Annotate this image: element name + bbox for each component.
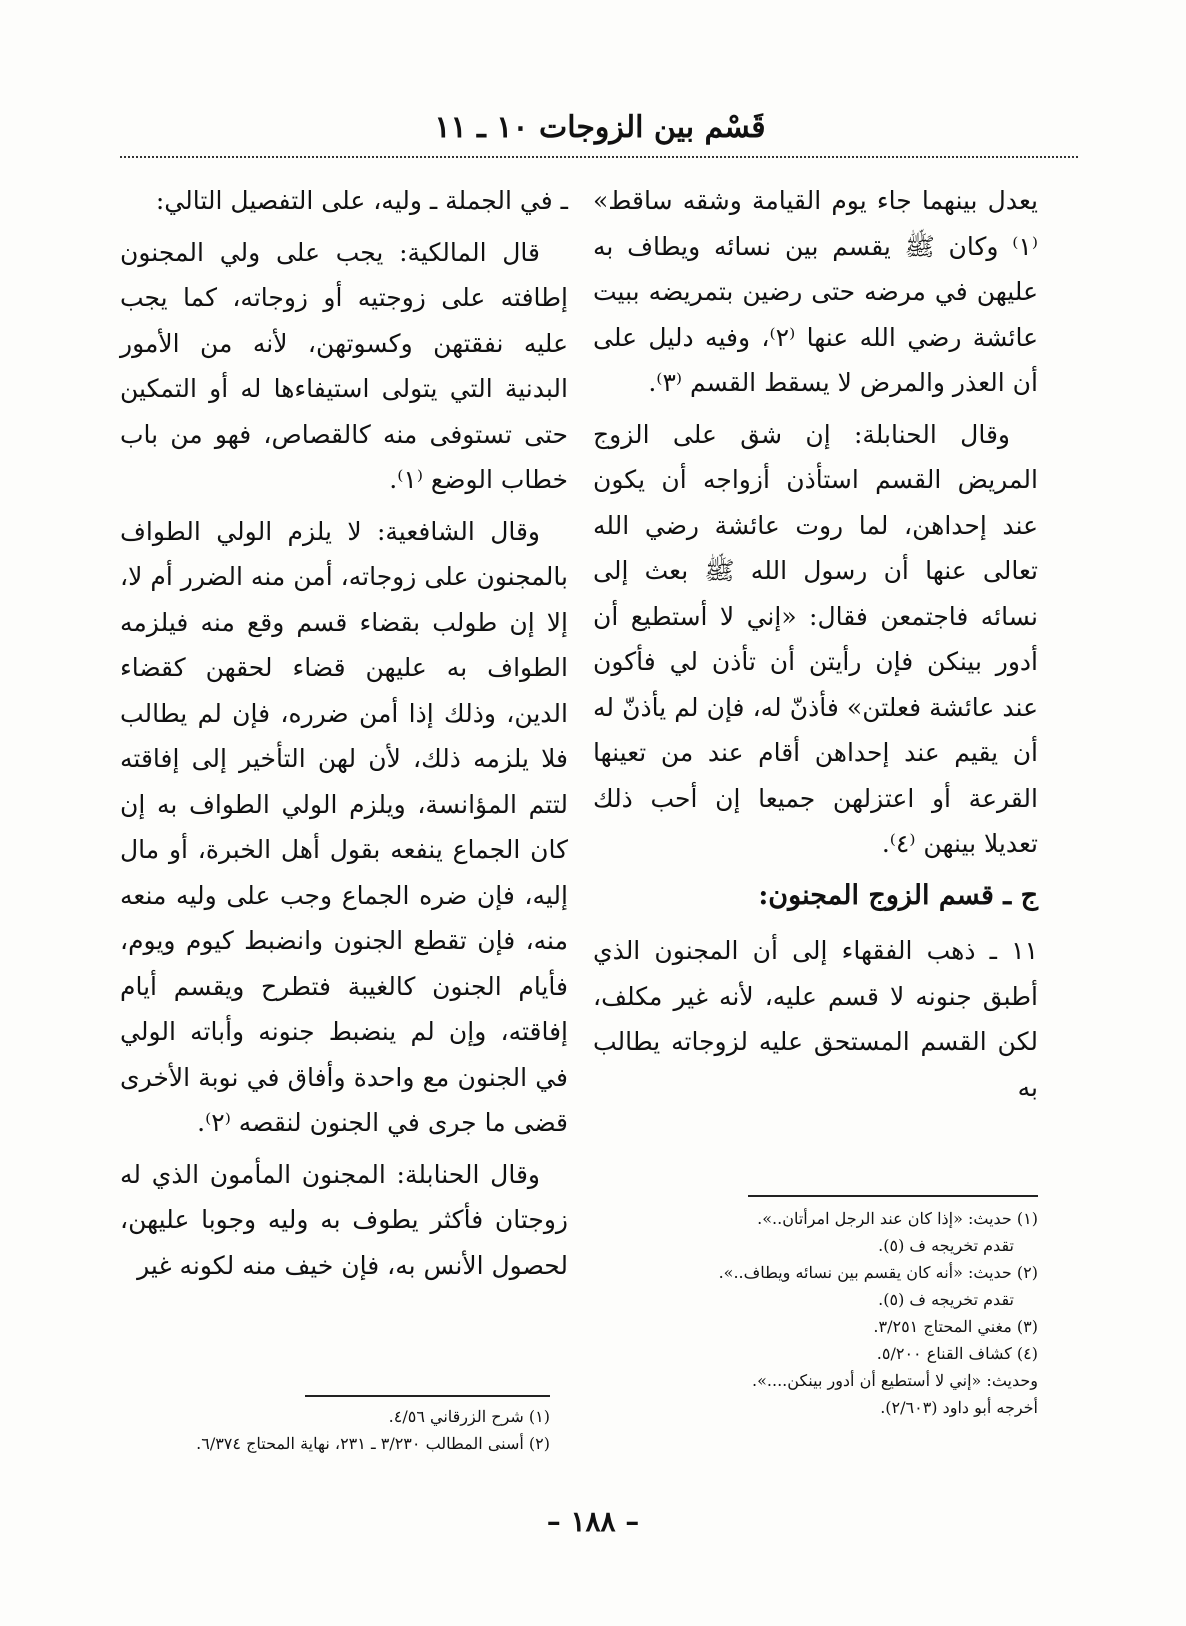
section-subheading: ج ـ قسم الزوج المجنون:	[758, 879, 1038, 911]
footnote-rule-left	[305, 1395, 550, 1397]
footnote-line: أخرجه أبو داود (٢/٦٠٣).	[880, 1398, 1038, 1417]
right-paragraph-3: ١١ ـ ذهب الفقهاء إلى أن المجنون الذي أطبق جنونه لا قسم عليه، لأنه غير مكلف، لكن القسم المستحق عليه لزوجاته يطالب به	[593, 936, 1038, 1102]
left-paragraph-4: وقال الحنابلة: المجنون المأمون الذي له زوجتان فأكثر يطوف به وليه وجوبا عليهن، لحصول الأنس به، فإن خيف منه لكونه غير	[120, 1159, 568, 1280]
footnote-line: (٤) كشاف القناع ٥/٢٠٠.	[876, 1344, 1038, 1363]
left-column	[120, 178, 568, 1294]
footnote-line: تقدم تخريجه ف (٥).	[878, 1236, 1014, 1255]
footnote-line: (٣) مغني المحتاج ٣/٢٥١.	[873, 1317, 1038, 1336]
footnote-line: وحديث: «إني لا أستطيع أن أدور بينكن....».	[752, 1371, 1038, 1390]
page-header-title: قَسْم بين الزوجات ١٠ ـ ١١	[434, 110, 766, 145]
left-paragraph-1: ـ في الجملة ـ وليه، على التفصيل التالي:	[155, 186, 568, 215]
left-paragraph-3: وقال الشافعية: لا يلزم الولي الطواف بالمجنون على زوجاته، أمن منه الضرر أم لا، إلا إن طولب بقضاء قسم وقع منه فيلزمه الطواف به عليهن قضاء لحقهن كقضاء الدين، وذلك إذا أمن ضرره، فإن لم يطالب فلا يلزمه ذلك، لأن لهن التأخير إلى إفاقته لتتم المؤانسة، ويلزم الولي الطواف به إن كان الجماع ينفعه بقول أهل الخبرة، أو مال إليه، فإن ضره الجماع وجب على وليه منعه منه، فإن تقطع الجنون وانضبط كيوم ويوم، فأيام الجنون كالغيبة فتطرح ويقسم أيام إفاقته، وإن لم ينضبط جنونه وأباته الولي في الجنون مع واحدة وأفاق في نوبة الأخرى قضى ما جرى في الجنون لنقصه ⁽٢⁾.	[120, 516, 568, 1137]
right-paragraph-1: يعدل بينهما جاء يوم القيامة وشقه ساقط» ⁽١⁾ وكان ﷺ يقسم بين نسائه ويطاف به عليهن في مرضه حتى رضين بتمريضه ببيت عائشة رضي الله عنها ⁽٢⁾، وفيه دليل على أن العذر والمرض لا يسقط القسم ⁽٣⁾.	[593, 186, 1038, 397]
footnote-line: تقدم تخريجه ف (٥).	[878, 1290, 1014, 1309]
footnote-rule-right	[748, 1195, 1038, 1197]
page-number: – ١٨٨ –	[546, 1505, 640, 1538]
footnote-line: (٢) أسنى المطالب ٣/٢٣٠ ـ ٢٣١، نهاية المحتاج ٦/٣٧٤.	[196, 1434, 550, 1453]
footnote-line: (١) شرح الزرقاني ٤/٥٦.	[388, 1407, 550, 1426]
right-column	[593, 178, 1038, 1116]
footnotes-left	[110, 1403, 550, 1457]
right-paragraph-2: وقال الحنابلة: إن شق على الزوج المريض القسم استأذن أزواجه أن يكون عند إحداهن، لما روت عائشة رضي الله تعالى عنها أن رسول الله ﷺ بعث إلى نسائه فاجتمعن فقال: «إني لا أستطيع أن أدور بينكن فإن رأيتن أن تأذن لي فأكون عند عائشة فعلتن» فأذنّ له، فإن لم يأذنّ له أن يقيم عند إحداهن أقام عند من تعينها القرعة أو اعتزلهن جميعا إن أحب ذلك تعديلا بينهن ⁽٤⁾.	[593, 419, 1038, 858]
footnotes-right	[593, 1205, 1038, 1421]
footnote-line: (١) حديث: «إذا كان عند الرجل امرأتان..».	[757, 1209, 1038, 1228]
left-paragraph-2: قال المالكية: يجب على ولي المجنون إطافته على زوجتيه أو زوجاته، كما يجب عليه نفقتهن وكسوتهن، لأنه من الأمور البدنية التي يتولى استيفاءها له أو التمكين حتى تستوفى منه كالقصاص، فهو من باب خطاب الوضع ⁽١⁾.	[120, 237, 568, 494]
footnote-line: (٢) حديث: «أنه كان يقسم بين نسائه ويطاف..».	[718, 1263, 1038, 1282]
header-dotted-rule	[120, 156, 1078, 158]
